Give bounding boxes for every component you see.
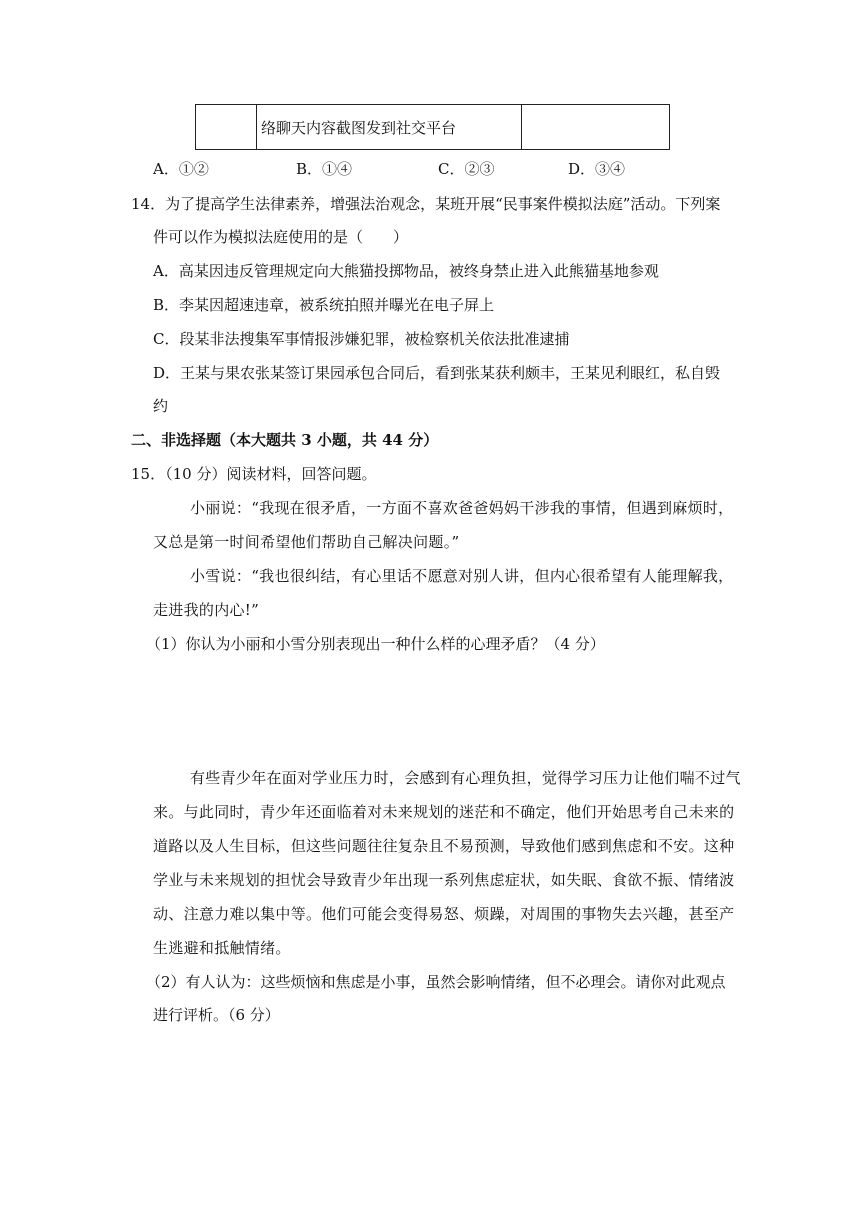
table-cell-text: 络聊天内容截图发到社交平台	[257, 105, 522, 150]
material-line: 动、注意力难以集中等。他们可能会变得易怒、烦躁，对周围的事物失去兴趣，甚至产	[153, 905, 735, 923]
q15-stem: 15．（10 分）阅读材料，回答问题。	[131, 465, 377, 483]
q14-option-d: D．王某与果农张某签订果园承包合同后，看到张某获利颇丰，王某见利眼红，私自毁	[153, 364, 721, 382]
q14-stem-line2: 件可以作为模拟法庭使用的是（ ）	[153, 228, 409, 246]
q14-option-b: B．李某因超速违章，被系统拍照并曝光在电子屏上	[153, 296, 495, 314]
material-line: 有些青少年在面对学业压力时，会感到有心理负担，觉得学习压力让他们喘不过气	[190, 769, 741, 787]
q13-option-d: D．③④	[568, 160, 626, 178]
material-line: 生逃避和抵触情绪。	[153, 939, 291, 957]
q14-option-d-line2: 约	[153, 397, 169, 415]
q15-sub2-line2: 进行评析。（6 分）	[153, 1006, 280, 1024]
q15-sub2-line1: （2）有人认为：这些烦恼和焦虑是小事，虽然会影响情绪，但不必理会。请你对此观点	[146, 973, 726, 991]
table-cell-empty	[522, 105, 670, 150]
table-fragment	[195, 104, 670, 150]
material-line: 又总是第一时间希望他们帮助自己解决问题。”	[153, 533, 460, 551]
q15-sub1: （1）你认为小丽和小雪分别表现出一种什么样的心理矛盾？（4 分）	[146, 635, 605, 653]
material-line: 走进我的内心!”	[153, 601, 260, 619]
material-line: 小雪说：“我也很纠结，有心里话不愿意对别人讲，但内心很希望有人能理解我，	[190, 567, 734, 585]
q13-option-b: B．①④	[296, 160, 353, 178]
q13-option-a: A．①②	[153, 160, 209, 178]
material-line: 学业与未来规划的担忧会导致青少年出现一系列焦虑症状，如失眠、食欲不振、情绪波	[153, 871, 735, 889]
q14-stem-line1: 14．为了提高学生法律素养，增强法治观念，某班开展“民事案件模拟法庭”活动。下列案	[131, 195, 721, 213]
material-line: 来。与此同时，青少年还面临着对未来规划的迷茫和不确定，他们开始思考自己未来的	[153, 803, 735, 821]
material-line: 道路以及人生目标，但这些问题往往复杂且不易预测，导致他们感到焦虑和不安。这种	[153, 837, 735, 855]
material-line: 小丽说：“我现在很矛盾，一方面不喜欢爸爸妈妈干涉我的事情，但遇到麻烦时，	[190, 499, 734, 517]
q13-option-c: C．②③	[438, 160, 495, 178]
section-title: 二、非选择题（本大题共 3 小题，共 44 分）	[131, 431, 439, 449]
table-row	[196, 105, 670, 150]
q14-option-c: C．段某非法搜集军事情报涉嫌犯罪，被检察机关依法批准逮捕	[153, 330, 570, 348]
table-cell-empty	[196, 105, 257, 150]
q14-option-a: A．高某因违反管理规定向大熊猫投掷物品，被终身禁止进入此熊猫基地参观	[153, 262, 659, 280]
